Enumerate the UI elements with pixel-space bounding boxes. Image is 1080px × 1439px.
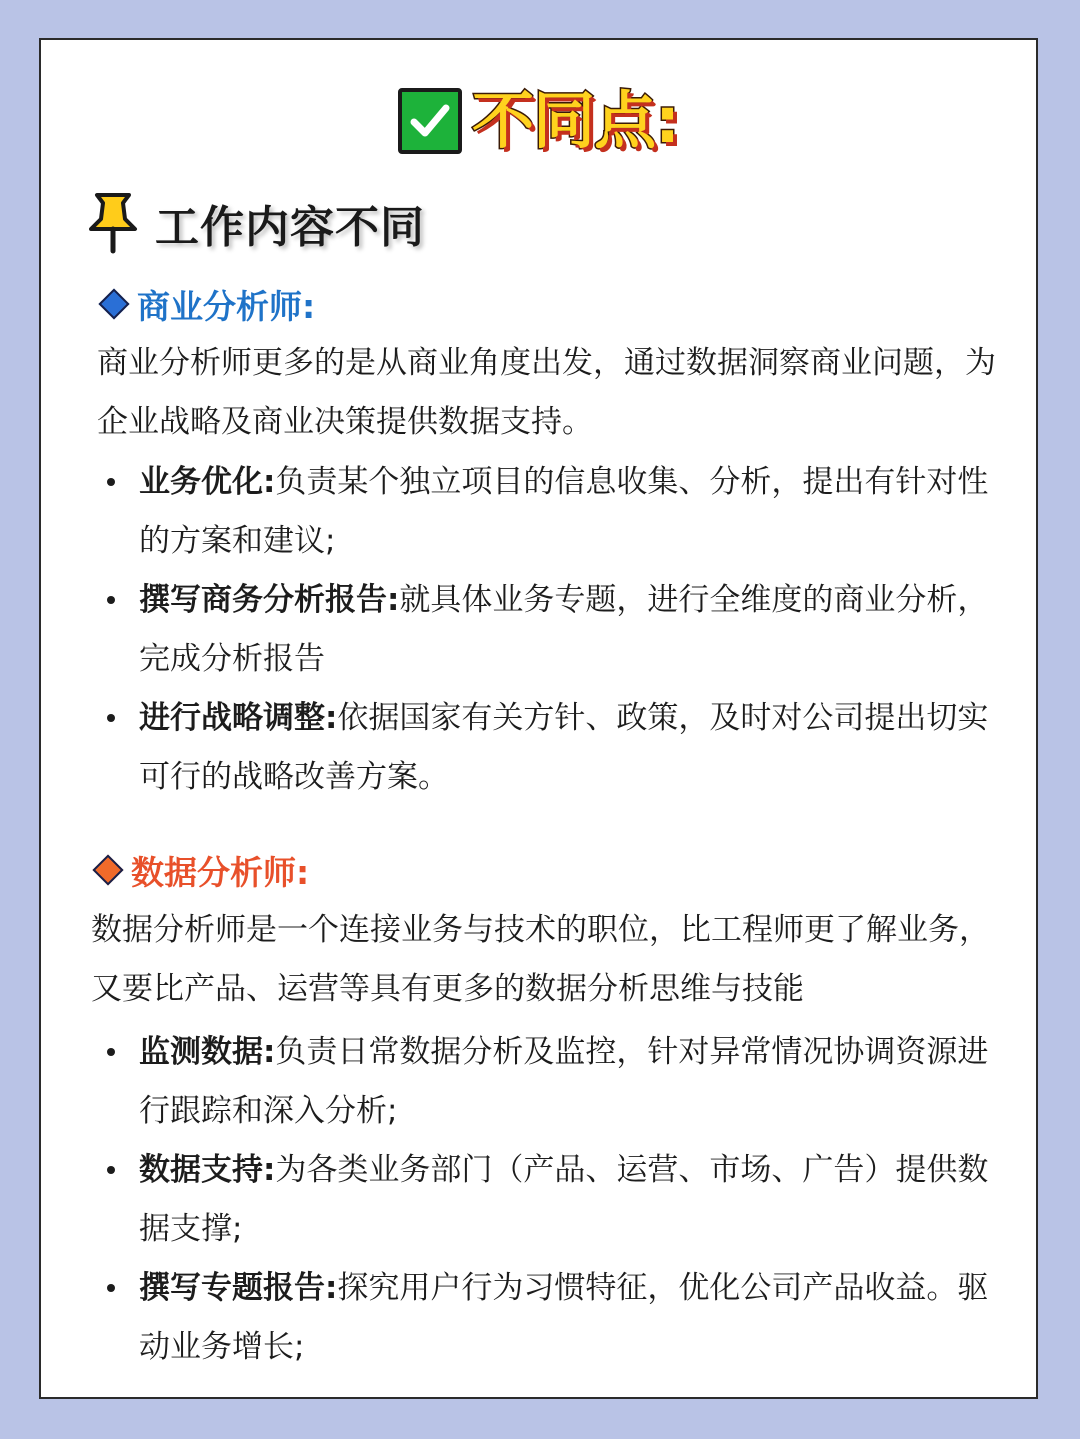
data-analyst-heading <box>91 847 309 893</box>
list-item <box>97 571 997 689</box>
bullet-icon <box>107 596 115 604</box>
list-item <box>97 1141 997 1259</box>
section-title: 工作内容不同 <box>155 202 425 253</box>
business-analyst-heading <box>97 281 315 327</box>
diamond-icon <box>98 288 129 319</box>
item-key: 撰写商务分析报告: <box>139 582 400 618</box>
page-title: 不同点: <box>472 84 679 157</box>
list-item <box>97 689 997 807</box>
bullet-icon <box>107 478 115 486</box>
data-analyst-title: 数据分析师: <box>131 852 310 892</box>
list-item <box>97 453 997 571</box>
title-row <box>41 82 1036 160</box>
list-item <box>97 1023 997 1141</box>
item-text: 负责日常数据分析及监控，针对异常情况协调资源进行跟踪和深入分析; <box>139 1034 989 1129</box>
bullet-icon <box>107 1284 115 1292</box>
item-key: 数据支持: <box>139 1152 276 1188</box>
item-key: 监测数据: <box>139 1034 276 1070</box>
content-card <box>39 38 1038 1399</box>
data-analyst-intro: 数据分析师是一个连接业务与技术的职位，比工程师更了解业务，又要比产品、运营等具有更多的数据分析思维与技能 <box>91 912 990 1007</box>
pushpin-icon <box>85 191 141 255</box>
item-text: 就具体业务专题，进行全维度的商业分析，完成分析报告 <box>139 582 989 677</box>
data-analyst-list <box>97 1023 997 1377</box>
diamond-icon <box>92 854 123 885</box>
item-text: 依据国家有关方针、政策，及时对公司提出切实可行的战略改善方案。 <box>139 700 989 795</box>
section-heading <box>85 190 425 256</box>
item-key: 进行战略调整: <box>139 700 338 736</box>
item-text: 负责某个独立项目的信息收集、分析，提出有针对性的方案和建议; <box>139 464 989 559</box>
business-analyst-intro: 商业分析师更多的是从商业角度出发，通过数据洞察商业问题，为企业战略及商业决策提供数据支持。 <box>97 345 996 440</box>
item-text: 为各类业务部门（产品、运营、市场、广告）提供数据支撑; <box>139 1152 989 1247</box>
bullet-icon <box>107 1048 115 1056</box>
check-mark-button-icon <box>398 88 462 154</box>
list-item <box>97 1259 997 1377</box>
bullet-icon <box>107 1166 115 1174</box>
business-analyst-title: 商业分析师: <box>137 286 316 326</box>
bullet-icon <box>107 714 115 722</box>
item-key: 业务优化: <box>139 464 276 500</box>
item-key: 撰写专题报告: <box>139 1270 338 1306</box>
business-analyst-list <box>97 453 997 807</box>
item-text: 探究用户行为习惯特征，优化公司产品收益。驱动业务增长; <box>139 1270 989 1365</box>
